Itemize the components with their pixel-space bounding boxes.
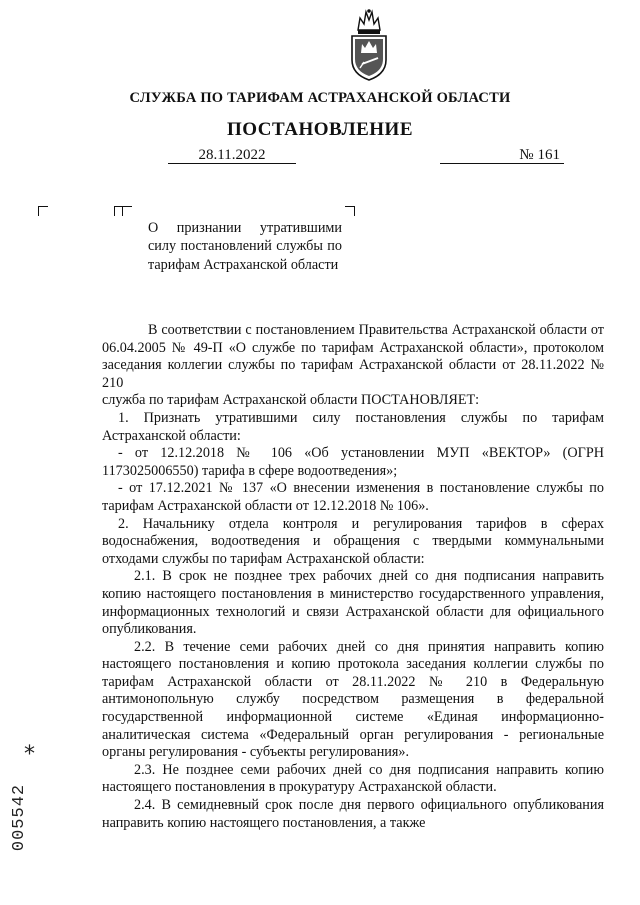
margin-asterisk: * [24, 742, 35, 767]
coat-of-arms-emblem [346, 8, 392, 82]
document-body [102, 322, 604, 832]
document-subject: О признании утратившими силу постановлений службы по тарифам Астраханской области [148, 220, 342, 273]
clause-2-1: 2.1. В срок не позднее трех рабочих дней со дня подписания направить копию настоящего постановления в министерство государственного управления, информационных технологий и связи Астраханской области для официального опубликования. [102, 568, 604, 638]
document-date: 28.11.2022 [168, 147, 296, 164]
margin-serial-stamp [12, 778, 42, 858]
resolution-statement: служба по тарифам Астраханской области ПОСТАНОВЛЯЕТ: [102, 392, 480, 409]
number-label: № [519, 147, 534, 163]
clause-1-item-2: - от 17.12.2021 № 137 «О внесении изменения в постановление службы по тарифам Астраханской области от 12.12.2018 № 106». [102, 480, 604, 514]
corner-mark-left [38, 206, 48, 216]
clause-2-2: 2.2. В течение семи рабочих дней со дня принятия направить копию настоящего постановления и копию протокола заседания коллегии службы по тарифам Астраханской области от 28.11.2022 № 210 в Федеральную антимонопольную службу посредством размещения в федеральной государственной информационной системе «Единая информационно-аналитическая система «Федеральный орган регулирования - региональные органы регулирования - субъекты регулирования». [102, 638, 604, 761]
clause-1: 1. Признать утратившими силу постановления службы по тарифам Астраханской области: [102, 409, 604, 444]
clause-1-item-1: - от 12.12.2018 № 106 «Об установлении МУП «ВЕКТОР» (ОГРН 1173025006550) тарифа в сфере водоотведения»; [102, 445, 604, 479]
document-type-title: ПОСТАНОВЛЕНИЕ [226, 119, 414, 140]
preamble-paragraph: В соответствии с постановлением Правительства Астраханской области от 06.04.2005 № 49-П «О службе по тарифам Астраханской области», протоколом заседания коллегии службы по тарифам Астраханской области от 28.11.2022 № 210 [102, 322, 604, 391]
organization-name: СЛУЖБА ПО ТАРИФАМ АСТРАХАНСКОЙ ОБЛАСТИ [129, 90, 511, 106]
clause-2: 2. Начальнику отдела контроля и регулирования тарифов в сферах водоснабжения, водоотведения и обращения с твердыми коммунальными отходами службы по тарифам Астраханской области: [102, 515, 604, 567]
serial-number: 005542 [10, 783, 30, 852]
corner-mark-subject-left-2 [122, 206, 132, 216]
clause-2-4: 2.4. В семидневный срок после дня первого официального опубликования направить копию настоящего постановления, а также [102, 797, 604, 831]
document-number [440, 147, 564, 164]
clause-2-3: 2.3. Не позднее семи рабочих дней со дня подписания направить копию настоящего постановления в прокуратуру Астраханской области. [102, 761, 604, 796]
number-value: 161 [537, 147, 560, 163]
corner-mark-subject-right [345, 206, 355, 216]
